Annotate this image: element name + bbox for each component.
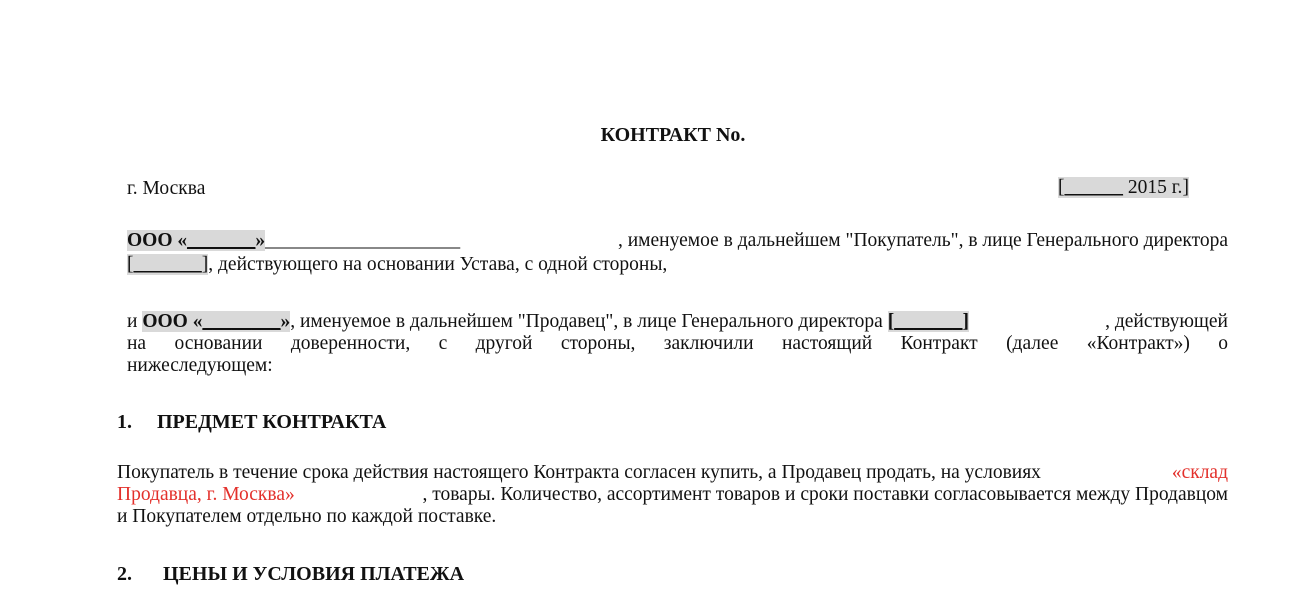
seller-line2-word: (далее bbox=[1006, 333, 1059, 354]
buyer-org-name bbox=[127, 230, 265, 251]
buyer-text-line2: , действующего на основании Устава, с одной стороны, bbox=[208, 254, 668, 275]
buyer-paragraph bbox=[127, 230, 1228, 276]
seller-org-suffix: » bbox=[280, 311, 291, 332]
seller-line-1 bbox=[127, 311, 1228, 333]
seller-text-line1-end: , действующей bbox=[1105, 311, 1228, 332]
date-bracket-open: [ bbox=[1058, 177, 1065, 198]
date-field bbox=[1058, 177, 1189, 198]
date-year: 2015 г. bbox=[1123, 177, 1183, 198]
seller-line2-word: заключили bbox=[663, 333, 754, 354]
seller-line2-word: стороны, bbox=[560, 333, 636, 354]
section-1-line1-text: Покупатель в течение срока действия настоящего Контракта согласен купить, а Продавец продать, на условиях bbox=[117, 462, 1041, 483]
buyer-director-field bbox=[127, 254, 208, 275]
seller-line2-word: настоящий bbox=[781, 333, 873, 354]
buyer-line-2 bbox=[127, 254, 1228, 276]
seller-line-2 bbox=[127, 333, 1228, 355]
section-2-heading bbox=[117, 563, 464, 586]
section-1-line-2 bbox=[117, 484, 1228, 506]
seller-line-3: нижеследующем: bbox=[127, 355, 273, 376]
buyer-org-blank: _______ bbox=[187, 230, 256, 251]
seller-lead: и bbox=[127, 311, 143, 332]
seller-line2-word: «Контракт») bbox=[1086, 333, 1190, 354]
seller-line2-word: другой bbox=[475, 333, 533, 354]
seller-director-blank: _______ bbox=[894, 311, 963, 332]
buyer-director-close: ] bbox=[201, 254, 209, 275]
seller-line2-word: с bbox=[438, 333, 448, 354]
section-1-line1-red: «склад bbox=[1171, 462, 1228, 483]
section-1-line2-red: Продавца, г. Москва» bbox=[117, 484, 295, 505]
section-1-line2-text: , товары. Количество, ассортимент товаров и сроки поставки согласовывается между Продавцом bbox=[422, 484, 1228, 505]
buyer-org-prefix: ООО « bbox=[127, 230, 188, 251]
seller-director-open: [ bbox=[887, 311, 895, 332]
seller-org-prefix: ООО « bbox=[142, 311, 203, 332]
section-2-number: 2. bbox=[117, 563, 132, 585]
section-1-line-1 bbox=[117, 462, 1228, 484]
seller-org-blank: ________ bbox=[202, 311, 281, 332]
buyer-long-blank: ____________________ bbox=[265, 230, 461, 251]
date-blank: ______ bbox=[1064, 177, 1123, 198]
seller-director-field bbox=[888, 311, 969, 332]
city-label: г. Москва bbox=[127, 178, 206, 199]
contract-title: КОНТРАКТ No. bbox=[600, 124, 746, 146]
section-2-title: ЦЕНЫ И УСЛОВИЯ ПЛАТЕЖА bbox=[163, 563, 465, 585]
seller-paragraph bbox=[127, 311, 1228, 377]
date-bracket-close: ] bbox=[1182, 177, 1189, 198]
section-1-paragraph bbox=[117, 462, 1228, 528]
seller-org-name bbox=[142, 311, 290, 332]
seller-line2-word: на bbox=[127, 333, 147, 354]
seller-line2-word: о bbox=[1218, 333, 1228, 354]
section-1-line-3: и Покупателем отдельно по каждой поставке. bbox=[117, 506, 497, 527]
buyer-director-open: [ bbox=[127, 254, 134, 275]
buyer-org-suffix: » bbox=[255, 230, 266, 251]
seller-line2-word: доверенности, bbox=[290, 333, 411, 354]
section-1-title: ПРЕДМЕТ КОНТРАКТА bbox=[157, 411, 387, 433]
section-1-number: 1. bbox=[117, 411, 132, 433]
buyer-text-line1: , именуемое в дальнейшем "Покупатель", в лице Генерального директора bbox=[618, 230, 1228, 251]
seller-text-line1: , именуемое в дальнейшем "Продавец", в лице Генерального директора bbox=[290, 311, 888, 332]
seller-line2-word: основании bbox=[174, 333, 263, 354]
buyer-line-1 bbox=[127, 230, 1228, 252]
buyer-director-blank: _______ bbox=[133, 254, 202, 275]
seller-line2-word: Контракт bbox=[900, 333, 978, 354]
section-1-heading bbox=[117, 411, 386, 434]
contract-date bbox=[1058, 177, 1189, 199]
seller-director-close: ] bbox=[962, 311, 969, 332]
